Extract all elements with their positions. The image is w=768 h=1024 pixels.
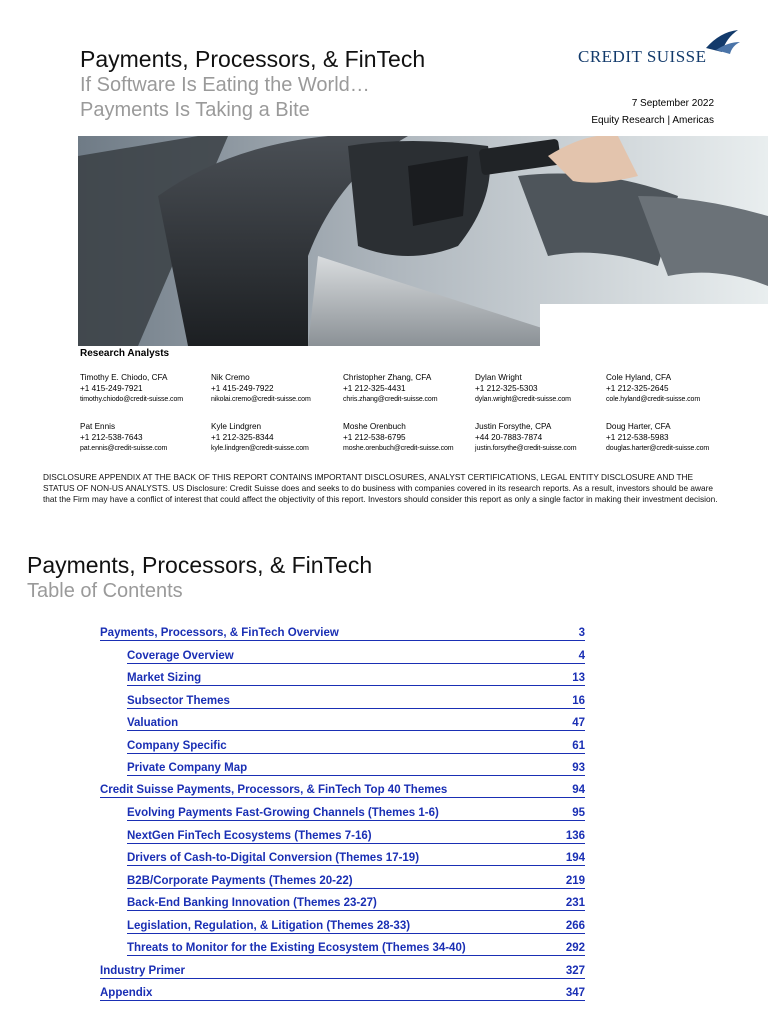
analyst-email[interactable]: cole.hyland@credit-suisse.com: [606, 396, 701, 403]
analyst-card: [80, 372, 212, 405]
toc-entry[interactable]: [100, 984, 585, 1001]
analyst-card: [80, 421, 212, 454]
toc-page: 136: [565, 830, 585, 842]
analyst-name: Cole Hyland, CFA: [606, 373, 672, 382]
toc-page: 3: [578, 627, 585, 639]
analyst-email[interactable]: timothy.chiodo@credit-suisse.com: [80, 396, 183, 403]
toc-label: Evolving Payments Fast-Growing Channels (Themes 1-6): [127, 807, 439, 819]
cover-photo: [78, 136, 768, 346]
toc-subtitle: Table of Contents: [27, 580, 183, 602]
toc-label: Valuation: [127, 717, 179, 729]
analyst-name: Nik Cremo: [211, 373, 250, 382]
toc-entry[interactable]: [127, 804, 585, 821]
analyst-email[interactable]: chris.zhang@credit-suisse.com: [343, 396, 438, 403]
analyst-phone: +1 212-538-7643: [80, 433, 143, 442]
analyst-card: [211, 421, 343, 454]
toc-entry[interactable]: [127, 737, 585, 754]
analyst-email[interactable]: pat.ennis@credit-suisse.com: [80, 445, 168, 452]
analyst-email[interactable]: justin.forsythe@credit-suisse.com: [475, 445, 577, 452]
report-division: Equity Research | Americas: [591, 115, 714, 126]
toc-label: Private Company Map: [127, 762, 248, 774]
toc-entry[interactable]: [100, 781, 585, 798]
toc-label: Subsector Themes: [127, 695, 230, 707]
toc-page: 194: [565, 852, 585, 864]
analyst-email[interactable]: nikolai.cremo@credit-suisse.com: [211, 396, 311, 403]
analyst-phone: +1 415-249-7921: [80, 384, 143, 393]
toc-page: 266: [565, 920, 585, 932]
analyst-name: Kyle Lindgren: [211, 422, 262, 431]
analyst-card: [606, 421, 738, 454]
analyst-name: Doug Harter, CFA: [606, 422, 671, 431]
analyst-card: [475, 421, 607, 454]
disclosure-text: DISCLOSURE APPENDIX AT THE BACK OF THIS REPORT CONTAINS IMPORTANT DISCLOSURES, ANALYST CERTIFICATIONS, LEGAL ENTITY DISCLOSURE AND THE STATUS OF NON-US ANALYSTS. US Disclosure: Credit Suisse does and seeks to do business with companies covered in its research reports. As a result, investors should be aware that the Firm may have a conflict of interest that could affect the objectivity of this report. Investors should consider this report as only a single factor in making their investment decision.: [43, 472, 718, 504]
toc-page: 61: [572, 740, 585, 752]
analyst-email[interactable]: douglas.harter@credit-suisse.com: [606, 445, 710, 452]
toc-page: 4: [578, 650, 585, 662]
analyst-phone: +1 212-325-4431: [343, 384, 406, 393]
toc-entry[interactable]: [127, 849, 585, 866]
analyst-name: Justin Forsythe, CPA: [475, 422, 552, 431]
toc-entry[interactable]: [127, 939, 585, 956]
sails-icon: [702, 28, 742, 58]
analyst-card: [606, 372, 738, 405]
toc-label: Drivers of Cash-to-Digital Conversion (Themes 17-19): [127, 852, 420, 864]
analyst-email[interactable]: dylan.wright@credit-suisse.com: [475, 396, 571, 403]
analyst-phone: +1 212-325-2645: [606, 384, 669, 393]
analyst-phone: +1 212-325-8344: [211, 433, 274, 442]
toc-label: Back-End Banking Innovation (Themes 23-27): [127, 897, 377, 909]
toc-entry[interactable]: [127, 669, 585, 686]
toc-page: 16: [572, 695, 585, 707]
toc-page: 13: [572, 672, 585, 684]
analyst-phone: +1 415-249-7922: [211, 384, 274, 393]
toc-label: Threats to Monitor for the Existing Ecosystem (Themes 34-40): [127, 942, 466, 954]
toc-label: Coverage Overview: [127, 650, 234, 662]
toc-entry[interactable]: [127, 917, 585, 934]
toc-entry[interactable]: [100, 962, 585, 979]
analyst-card: [343, 421, 475, 454]
logo-text: CREDIT SUISSE: [578, 47, 707, 66]
toc-label: NextGen FinTech Ecosystems (Themes 7-16): [127, 830, 372, 842]
analyst-email[interactable]: moshe.orenbuch@credit-suisse.com: [343, 445, 454, 452]
analyst-card: [343, 372, 475, 405]
toc-page: 219: [565, 875, 585, 887]
toc-page: 93: [572, 762, 585, 774]
credit-suisse-logo: [578, 30, 740, 70]
toc-page: 347: [565, 987, 585, 999]
toc-page: 327: [565, 965, 585, 977]
toc-entry[interactable]: [127, 759, 585, 776]
analyst-name: Christopher Zhang, CFA: [343, 373, 432, 382]
analyst-phone: +1 212-325-5303: [475, 384, 538, 393]
toc-page: 47: [572, 717, 585, 729]
toc-label: Market Sizing: [127, 672, 202, 684]
analyst-phone: +44 20-7883-7874: [475, 433, 543, 442]
analyst-name: Pat Ennis: [80, 422, 116, 431]
toc-entry[interactable]: [127, 714, 585, 731]
analyst-name: Dylan Wright: [475, 373, 522, 382]
toc-label: Company Specific: [127, 740, 227, 752]
analyst-phone: +1 212-538-5983: [606, 433, 669, 442]
report-subtitle-line1: If Software Is Eating the World…: [80, 74, 370, 96]
analyst-name: Moshe Orenbuch: [343, 422, 406, 431]
toc-entry[interactable]: [127, 692, 585, 709]
toc-label: Industry Primer: [100, 965, 185, 977]
toc-entry[interactable]: [127, 827, 585, 844]
toc-label: B2B/Corporate Payments (Themes 20-22): [127, 875, 353, 887]
analyst-phone: +1 212-538-6795: [343, 433, 406, 442]
toc-page: 94: [572, 784, 585, 796]
toc-title: Payments, Processors, & FinTech: [27, 552, 373, 578]
toc-label: Legislation, Regulation, & Litigation (Themes 28-33): [127, 920, 411, 932]
toc-entry[interactable]: [127, 872, 585, 889]
toc-entry[interactable]: [100, 624, 585, 641]
toc-label: Credit Suisse Payments, Processors, & FinTech Top 40 Themes: [100, 784, 448, 796]
report-title: Payments, Processors, & FinTech: [80, 46, 426, 72]
analyst-email[interactable]: kyle.lindgren@credit-suisse.com: [211, 445, 309, 452]
toc-page: 292: [565, 942, 585, 954]
report-date: 7 September 2022: [631, 98, 714, 109]
toc-entry[interactable]: [127, 894, 585, 911]
analyst-card: [475, 372, 607, 405]
research-analysts-heading: Research Analysts: [80, 348, 170, 359]
analyst-name: Timothy E. Chiodo, CFA: [80, 373, 168, 382]
toc-label: Payments, Processors, & FinTech Overview: [100, 627, 339, 639]
toc-page: 95: [572, 807, 585, 819]
toc-page: 231: [565, 897, 585, 909]
analyst-card: [211, 372, 343, 405]
toc-entry[interactable]: [127, 647, 585, 664]
toc-label: Appendix: [100, 987, 153, 999]
report-subtitle-line2: Payments Is Taking a Bite: [80, 99, 310, 121]
